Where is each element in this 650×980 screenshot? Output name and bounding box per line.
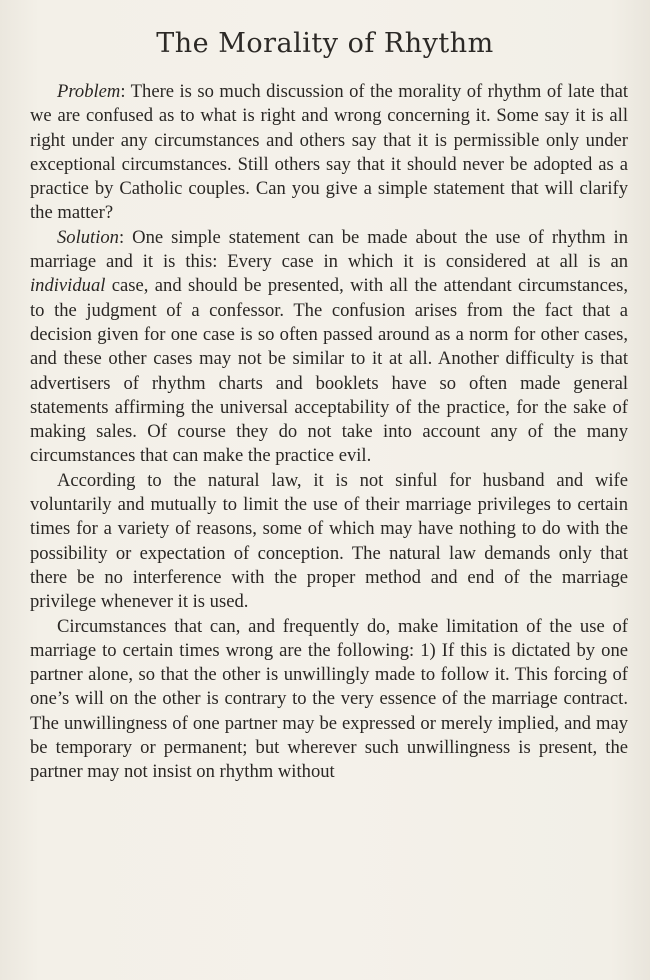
solution-text-after: case, and should be presented, with all the attendant circumstances, to the judgment of a confessor. The confusion arises from the fact that a decision given for one case is so often passed around as a norm for other cases, and these other cases may not be similar to it at all. Another difficulty is that advertisers of rhythm charts and booklets have so often made general statements affirming the universal acceptability of the practice, for the sake of making sales. Of course they do not take into account any of the many circumstances that can make the practice evil. [30,275,628,467]
article-body [30,80,628,785]
circumstances-paragraph: Circumstances that can, and frequently do, make limitation of the use of marriage to certain times wrong are the following: 1) If this is dictated by one partner alone, so that the other is unwillingly made to follow it. This forcing of one’s will on the other is contrary to the very essence of the marriage contract. The unwillingness of one partner may be expressed or merely implied, and may be temporary or permanent; but wherever such unwillingness is present, the partner may not insist on rhythm without [30,615,628,783]
problem-paragraph [30,80,628,226]
solution-emphasis: individual [30,275,106,297]
article-title: The Morality of Rhythm [156,28,494,59]
solution-text-before: One simple statement can be made about the use of rhythm in marriage and it is this: Every case in which it is considered at all is an [30,226,628,273]
solution-label-colon: : [118,226,125,248]
problem-label: Problem [57,81,121,102]
solution-label: Solution [57,226,119,248]
solution-paragraph [30,226,628,469]
problem-label-colon: : [120,81,126,102]
natural-law-paragraph: According to the natural law, it is not sinful for husband and wife voluntarily and mutually to limit the use of their marriage privileges to certain times for a variety of reasons, some of which may have nothing to do with the possibility or expectation of conception. The natural law demands only that there be no interference with the proper method and end of the marriage privilege whenever it is used. [30,469,628,613]
problem-text: There is so much discussion of the morality of rhythm of late that we are confused as to what is right and wrong concerning it. Some say it is all right under any circumstances and others say that it is permissible only under exceptional circumstances. Still others say that it should never be adopted as a practice by Catholic couples. Can you give a simple statement that will clarify the matter? [30,81,628,224]
